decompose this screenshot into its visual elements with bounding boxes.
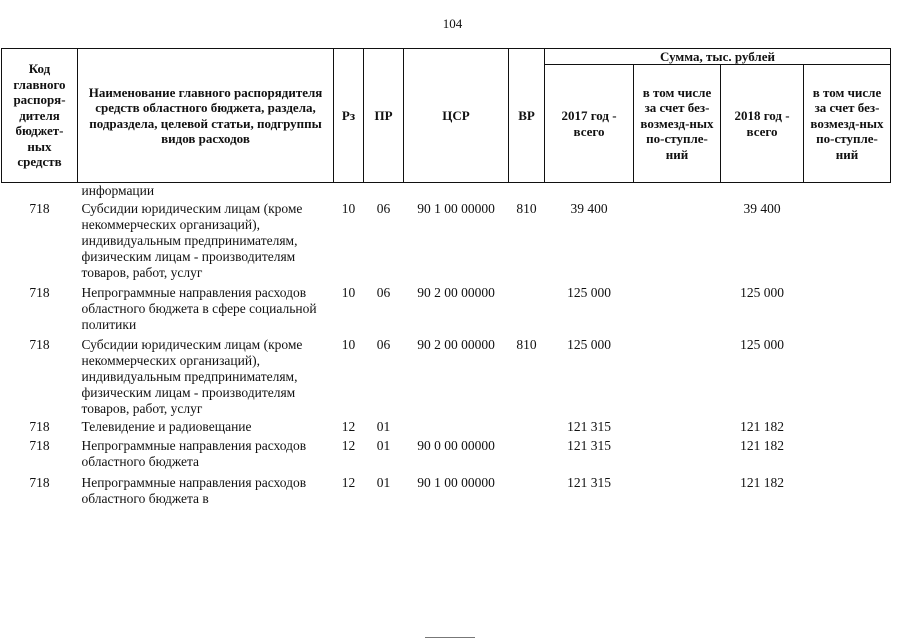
row-2017-total: 125 000 bbox=[567, 285, 611, 300]
header-2017-free: в том числе за счет без-возмезд-ных по-ступле-ний bbox=[634, 65, 721, 183]
row-name: Телевидение и радиовещание bbox=[81, 419, 252, 434]
row-2018-free bbox=[804, 473, 891, 509]
row-csr: 90 2 00 00000 bbox=[417, 285, 495, 300]
header-code: Код главного распоря-дителя бюджет-ных средств bbox=[2, 49, 78, 183]
row-code: 718 bbox=[29, 201, 50, 216]
row-2017-free bbox=[634, 473, 721, 509]
row-name: Непрограммные направления расходов областного бюджета в сфере социальной политики bbox=[81, 285, 317, 332]
row-2018-free bbox=[804, 438, 891, 473]
table-header bbox=[2, 49, 891, 183]
row-csr: 90 1 00 00000 bbox=[417, 475, 495, 490]
row-rz: 10 bbox=[341, 337, 356, 352]
table-body bbox=[2, 183, 891, 510]
header-2017-total: 2017 год - всего bbox=[545, 65, 634, 183]
budget-table bbox=[1, 48, 891, 509]
row-vr bbox=[509, 283, 545, 335]
row-csr: 90 0 00 00000 bbox=[417, 438, 495, 453]
row-code: 718 bbox=[29, 438, 50, 453]
row-2018-free bbox=[804, 283, 891, 335]
table-row bbox=[2, 473, 891, 509]
row-2017-free bbox=[634, 335, 721, 419]
header-2018-free: в том числе за счет без-возмезд-ных по-ступле-ний bbox=[804, 65, 891, 183]
row-2018-total: 39 400 bbox=[743, 201, 781, 216]
row-csr: 90 2 00 00000 bbox=[417, 337, 495, 352]
header-vr: ВР bbox=[509, 49, 545, 183]
row-rz: 12 bbox=[341, 475, 356, 490]
row-2018-total: 125 000 bbox=[740, 337, 784, 352]
row-vr: 810 bbox=[516, 337, 537, 352]
row-2017-total: 125 000 bbox=[567, 337, 611, 352]
row-name: Субсидии юридическим лицам (кроме некоммерческих организаций), индивидуальным предпринимателям, физическим лицам - производителям товаров, работ, услуг bbox=[81, 201, 303, 280]
row-2017-total: 121 315 bbox=[567, 419, 611, 434]
row-pr: 01 bbox=[376, 419, 391, 434]
row-name: Непрограммные направления расходов областного бюджета в bbox=[81, 475, 307, 506]
row-rz: 12 bbox=[341, 438, 356, 453]
row-2017-free bbox=[634, 199, 721, 283]
row-pr: 01 bbox=[376, 438, 391, 453]
header-name: Наименование главного распорядителя средств областного бюджета, раздела, подраздела, целевой статьи, подгруппы видов расходов bbox=[78, 49, 334, 183]
row-2018-free bbox=[804, 335, 891, 419]
row-2017-free bbox=[634, 419, 721, 438]
header-csr: ЦСР bbox=[404, 49, 509, 183]
row-2018-free bbox=[804, 419, 891, 438]
row-code: 718 bbox=[29, 475, 50, 490]
row-rz: 10 bbox=[341, 285, 356, 300]
row-name: Непрограммные направления расходов областного бюджета bbox=[81, 438, 307, 469]
row-2018-free bbox=[804, 199, 891, 283]
row-csr bbox=[404, 419, 509, 438]
header-pr: ПР bbox=[364, 49, 404, 183]
row-vr bbox=[509, 419, 545, 438]
row-pr: 06 bbox=[376, 285, 391, 300]
table-row bbox=[2, 438, 891, 473]
table-row bbox=[2, 283, 891, 335]
row-2018-total: 125 000 bbox=[740, 285, 784, 300]
row-pr: 06 bbox=[376, 337, 391, 352]
row-2018-total: 121 182 bbox=[740, 419, 784, 434]
table-row bbox=[2, 335, 891, 419]
row-2017-total: 39 400 bbox=[570, 201, 608, 216]
row-2018-total: 121 182 bbox=[740, 475, 784, 490]
footer-rule bbox=[425, 637, 475, 638]
row-2017-free bbox=[634, 438, 721, 473]
row-rz: 12 bbox=[341, 419, 356, 434]
row-pr: 01 bbox=[376, 475, 391, 490]
row-vr: 810 bbox=[516, 201, 537, 216]
row-rz: 10 bbox=[341, 201, 356, 216]
row-vr bbox=[509, 438, 545, 473]
table-row bbox=[2, 199, 891, 283]
row-csr: 90 1 00 00000 bbox=[417, 201, 495, 216]
row-code: 718 bbox=[29, 337, 50, 352]
page-number: 104 bbox=[442, 16, 463, 31]
table-row bbox=[2, 419, 891, 438]
row-code: 718 bbox=[29, 285, 50, 300]
continuation-text: информации bbox=[81, 183, 155, 198]
continuation-row bbox=[2, 183, 891, 200]
row-2017-free bbox=[634, 283, 721, 335]
row-2018-total: 121 182 bbox=[740, 438, 784, 453]
row-vr bbox=[509, 473, 545, 509]
row-code: 718 bbox=[29, 419, 50, 434]
row-2017-total: 121 315 bbox=[567, 475, 611, 490]
header-2018-total: 2018 год - всего bbox=[721, 65, 804, 183]
row-pr: 06 bbox=[376, 201, 391, 216]
row-2017-total: 121 315 bbox=[567, 438, 611, 453]
row-name: Субсидии юридическим лицам (кроме некоммерческих организаций), индивидуальным предпринимателям, физическим лицам - производителям товаров, работ, услуг bbox=[81, 337, 303, 416]
header-rz: Рз bbox=[334, 49, 364, 183]
header-sum: Сумма, тыс. рублей bbox=[545, 49, 891, 65]
